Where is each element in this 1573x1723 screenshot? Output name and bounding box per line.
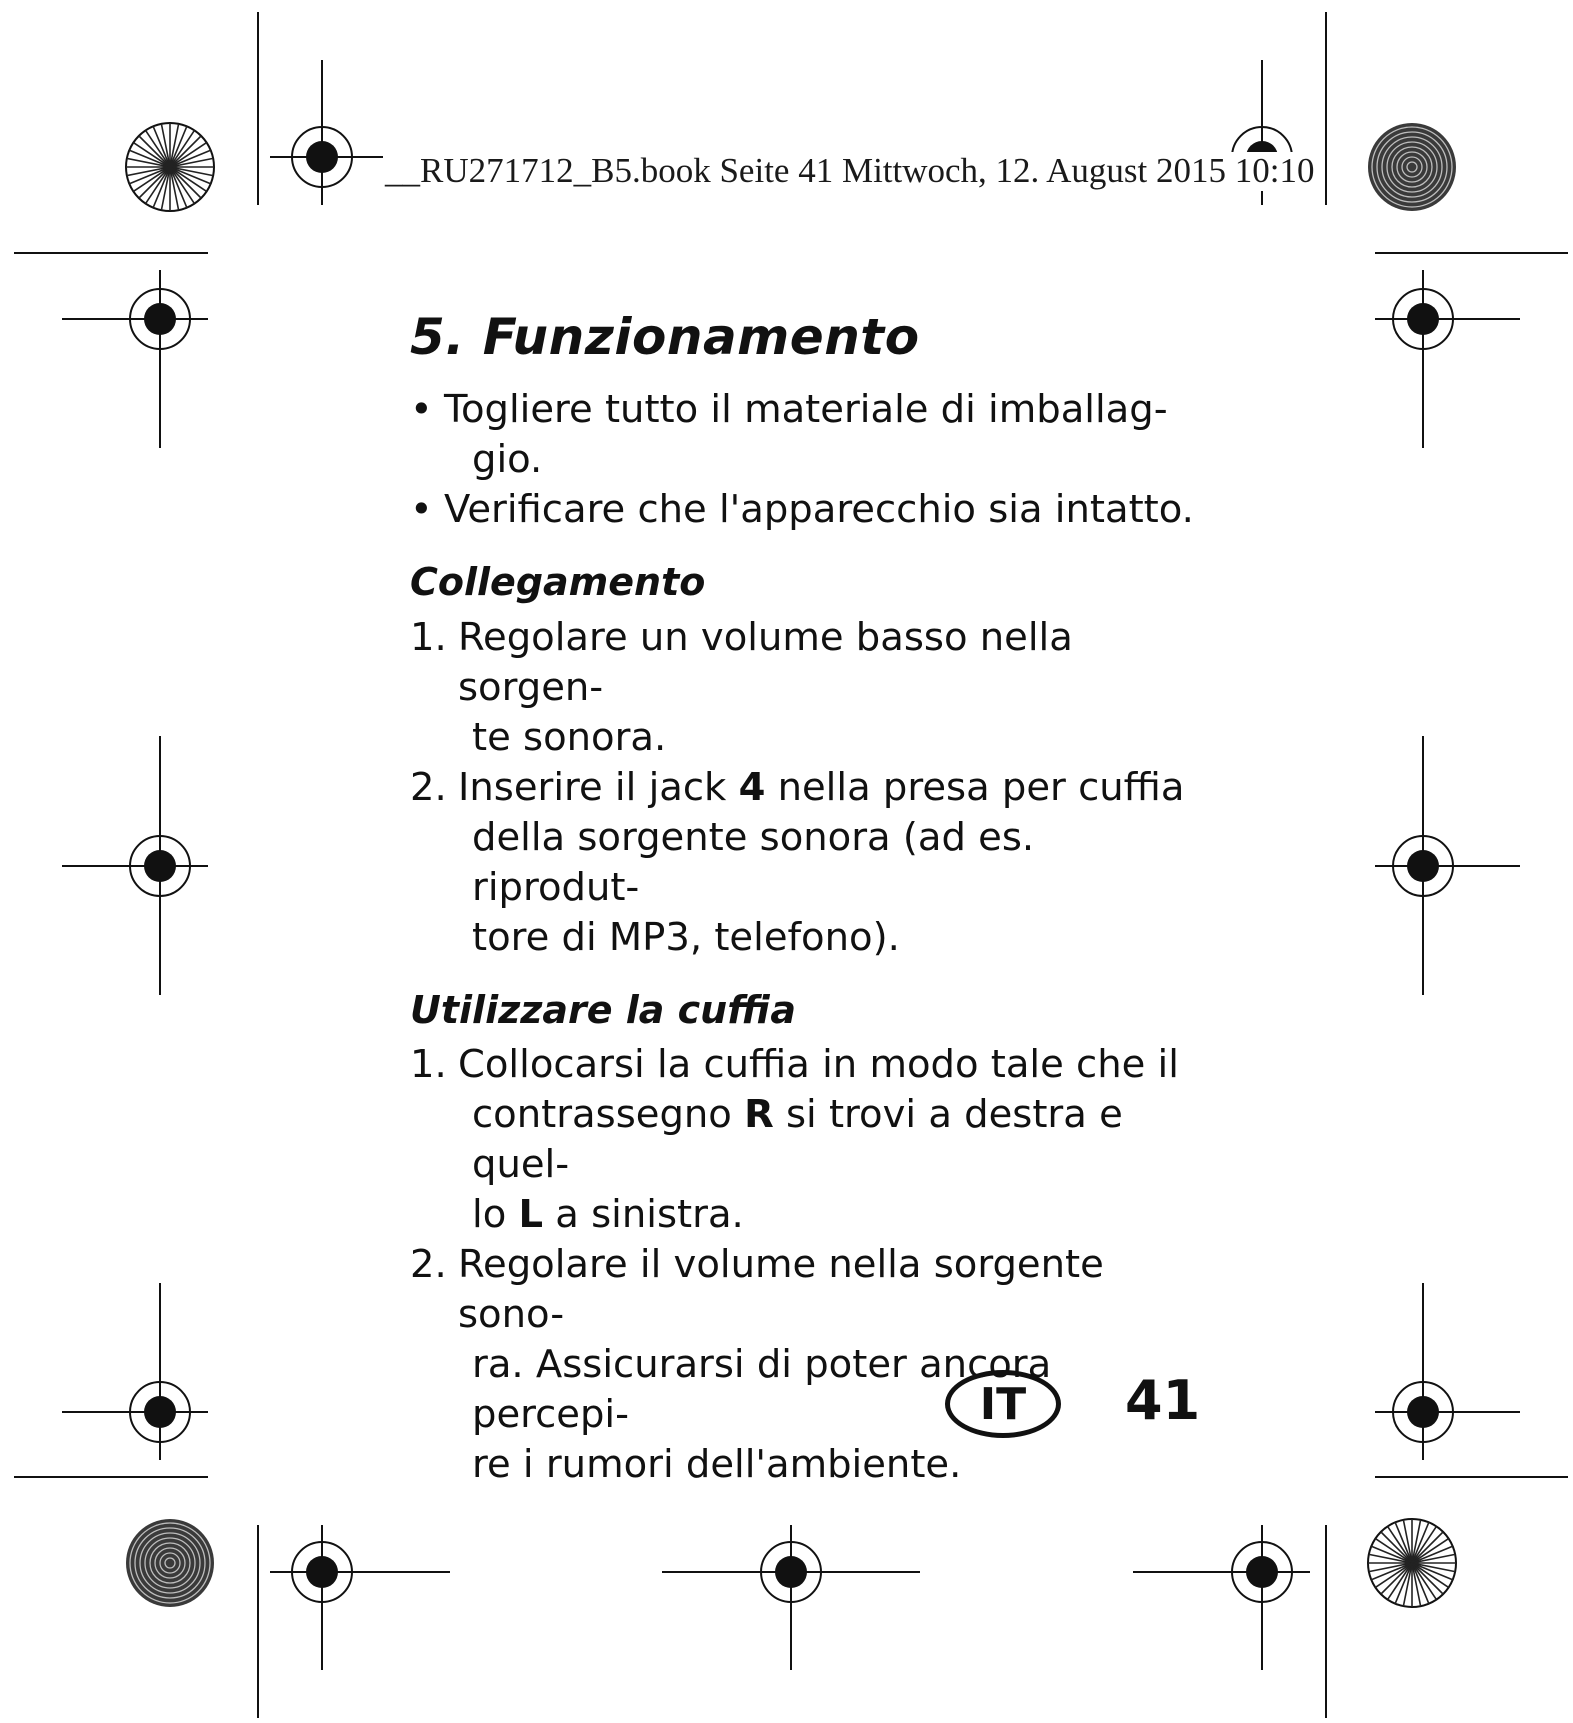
- text-line: re i rumori dell'ambiente.: [472, 1442, 962, 1488]
- marker-l: L: [518, 1192, 544, 1238]
- text-run: Inserire il jack: [458, 764, 739, 810]
- subheading-collegamento: Collegamento: [410, 560, 706, 604]
- text-run: lo: [472, 1192, 519, 1238]
- text-line: Regolare il volume nella sorgente sono-: [458, 1242, 1104, 1338]
- list-item: [410, 485, 1210, 535]
- text-line: della sorgente sonora (ad es. riprodut-: [472, 814, 1035, 910]
- text-run: a sinistra.: [543, 1192, 744, 1238]
- bullet-icon: •: [410, 487, 433, 532]
- text-line: [410, 1090, 1210, 1190]
- text-line: Regolare un volume basso nella sorgen-: [458, 614, 1073, 710]
- list-item: [410, 613, 1210, 763]
- step-number: 1.: [410, 614, 447, 660]
- page-number: 41: [1125, 1369, 1201, 1432]
- text-line: tore di MP3, telefono).: [472, 914, 900, 960]
- bullet-icon: •: [410, 387, 433, 432]
- print-slug: __RU271712_B5.book Seite 41 Mittwoch, 12. August 2015 10:10: [383, 152, 1318, 191]
- part-number: 4: [738, 764, 766, 810]
- page-content: [410, 310, 1210, 1490]
- text-line: [410, 1190, 1210, 1240]
- list-item: [410, 1040, 1210, 1240]
- text-line: gio.: [472, 437, 543, 482]
- text-run: nella presa per cuffia: [765, 764, 1185, 810]
- text-line: te sonora.: [472, 714, 667, 760]
- section-title: 5. Funzionamento: [410, 308, 920, 366]
- text-line: Collocarsi la cuffia in modo tale che il: [458, 1042, 1179, 1088]
- text-run: si trovi a destra e quel-: [472, 1092, 1123, 1188]
- page-footer: [945, 1369, 1201, 1445]
- text-line: Verificare che l'apparecchio sia intatto.: [444, 487, 1194, 532]
- language-badge: IT: [945, 1370, 1061, 1438]
- list-item: [410, 385, 1210, 485]
- list-item: [410, 763, 1210, 963]
- list-item: [410, 1240, 1210, 1490]
- text-line: ra. Assicurarsi di poter ancora percepi-: [472, 1342, 1052, 1438]
- subheading-utilizzare: Utilizzare la cuffia: [410, 987, 797, 1032]
- step-number: 1.: [410, 1042, 447, 1088]
- step-number: 2.: [410, 1242, 447, 1288]
- marker-r: R: [744, 1092, 774, 1138]
- text-line: Togliere tutto il materiale di imballag-: [444, 387, 1168, 432]
- text-run: contrassegno: [472, 1092, 745, 1138]
- text-line: [410, 763, 1210, 813]
- step-number: 2.: [410, 764, 447, 810]
